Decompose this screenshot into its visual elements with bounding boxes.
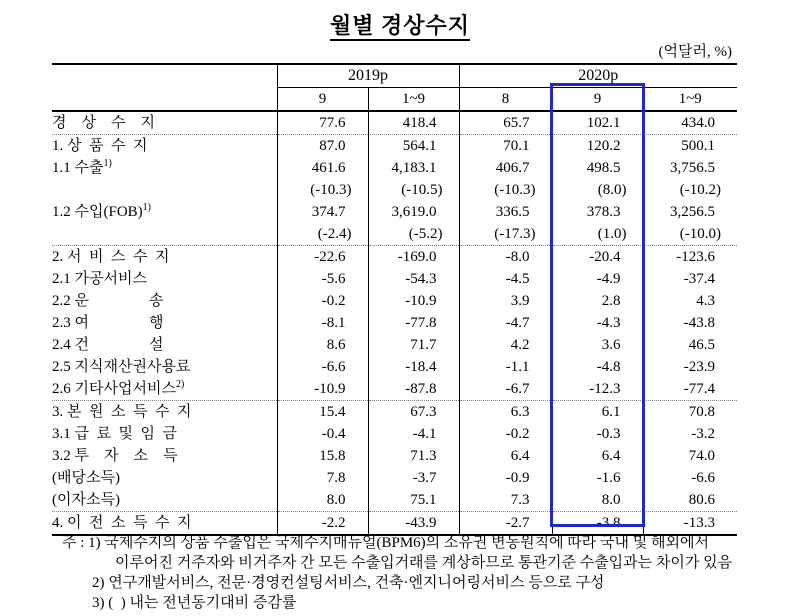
value-cell: 3.9 xyxy=(459,290,552,312)
footnote-3: 3) ( ) 내는 전년동기대비 증감률 xyxy=(92,595,297,611)
value-cell: -5.6 xyxy=(277,268,368,290)
value-cell: 67.3 xyxy=(368,401,459,424)
value-cell: -6.6 xyxy=(691,470,715,486)
page-title: 월별 경상수지 xyxy=(0,9,800,40)
column-group-2020p: 2020p xyxy=(459,64,737,88)
table-row xyxy=(52,423,737,445)
value-cell: 6.1 xyxy=(552,401,643,424)
value-cell: 461.6 xyxy=(277,157,368,179)
value-cell: (-17.3) xyxy=(459,223,552,246)
value-cell: -1.1 xyxy=(459,356,552,378)
column-header-0: 9 xyxy=(277,88,368,112)
value-cell: -1.6 xyxy=(552,467,643,489)
value-cell: 2.8 xyxy=(552,290,643,312)
unit-label: (억달러, %) xyxy=(658,44,732,60)
value-cell: -22.6 xyxy=(277,246,368,269)
value-cell: 7.8 xyxy=(277,467,368,489)
value-cell: -0.2 xyxy=(459,423,552,445)
row-label: 2. 서 비 스 수 지 xyxy=(52,246,277,269)
table-row xyxy=(52,334,737,356)
value-cell: -6.7 xyxy=(459,378,552,401)
row-label: 2.3 여 행 xyxy=(52,312,277,334)
table-row xyxy=(52,378,737,401)
footnote-ref: 1) xyxy=(103,158,112,169)
value-cell: -20.4 xyxy=(552,246,643,269)
column-header-1: 1~9 xyxy=(368,88,459,112)
value-cell: -77.8 xyxy=(368,312,459,334)
value-cell: -3.8 xyxy=(552,512,643,536)
value-cell: -4.5 xyxy=(459,268,552,290)
value-cell: 6.4 xyxy=(552,445,643,467)
value-cell: 15.4 xyxy=(277,401,368,424)
row-label: 2.4 건 설 xyxy=(52,334,277,356)
row-label: (배당소득) xyxy=(52,467,277,489)
value-cell: (8.0) xyxy=(552,179,643,201)
value-cell: -4.3 xyxy=(552,312,643,334)
value-cell: 87.0 xyxy=(277,135,368,158)
footnote-1-line-1: 주 : 1) 국제수지의 상품 수출입은 국제수지매뉴얼(BPM6)의 소유권 변동원칙에 따라 국내 및 해외에서 xyxy=(62,535,709,551)
value-cell: 77.6 xyxy=(277,111,368,135)
table-row xyxy=(52,201,737,223)
value-cell: 374.7 xyxy=(277,201,368,223)
row-label: 1. 상 품 수 지 xyxy=(52,135,277,158)
value-cell: 6.3 xyxy=(459,401,552,424)
value-cell: 336.5 xyxy=(459,201,552,223)
table-row xyxy=(52,312,737,334)
value-cell: -43.8 xyxy=(683,315,715,331)
value-cell: -43.9 xyxy=(368,512,459,536)
current-account-table xyxy=(52,63,737,536)
value-cell: 406.7 xyxy=(459,157,552,179)
value-cell: 70.1 xyxy=(459,135,552,158)
value-cell: (1.0) xyxy=(552,223,643,246)
value-cell: (-10.0) xyxy=(679,226,721,242)
value-cell: 3,756.5 xyxy=(670,160,715,176)
value-cell: 378.3 xyxy=(552,201,643,223)
value-cell: (-10.5) xyxy=(368,179,459,201)
value-cell: -10.9 xyxy=(368,290,459,312)
value-cell: -37.4 xyxy=(683,271,715,287)
value-cell: -87.8 xyxy=(368,378,459,401)
column-group-2019p: 2019p xyxy=(277,64,459,88)
table-row xyxy=(52,157,737,179)
table-row xyxy=(52,401,737,424)
value-cell: 71.3 xyxy=(368,445,459,467)
value-cell: -3.7 xyxy=(368,467,459,489)
value-cell: 3,256.5 xyxy=(670,204,715,220)
table-row xyxy=(52,179,737,201)
value-cell: -2.7 xyxy=(459,512,552,536)
table-row xyxy=(52,356,737,378)
row-label: 3.1 급 료 및 임 금 xyxy=(52,423,277,445)
table-row xyxy=(52,135,737,158)
value-cell: 15.8 xyxy=(277,445,368,467)
year-header-row xyxy=(52,64,737,88)
value-cell: -77.4 xyxy=(683,381,715,397)
table-row xyxy=(52,512,737,536)
value-cell: 4.2 xyxy=(459,334,552,356)
value-cell: (-2.4) xyxy=(277,223,368,246)
row-label: 3.2 투 자 소 득 xyxy=(52,445,277,467)
value-cell: -123.6 xyxy=(643,246,737,269)
value-cell: 46.5 xyxy=(688,337,715,353)
value-cell: 498.5 xyxy=(552,157,643,179)
value-cell: -0.3 xyxy=(552,423,643,445)
value-cell: 3,619.0 xyxy=(368,201,459,223)
table-row xyxy=(52,268,737,290)
value-cell: -0.2 xyxy=(277,290,368,312)
value-cell: -23.9 xyxy=(683,359,715,375)
corner-cell xyxy=(52,64,277,111)
value-cell: 8.6 xyxy=(277,334,368,356)
row-label: 2.2 운 송 xyxy=(52,290,277,312)
value-cell: -8.1 xyxy=(277,312,368,334)
table-row xyxy=(52,111,737,135)
value-cell: 434.0 xyxy=(681,115,715,131)
table-row xyxy=(52,467,737,489)
row-label xyxy=(52,179,277,201)
value-cell: 6.4 xyxy=(459,445,552,467)
value-cell: 80.6 xyxy=(688,492,715,508)
value-cell: 65.7 xyxy=(459,111,552,135)
footnote-ref: 1) xyxy=(142,202,151,213)
value-cell: 8.0 xyxy=(277,489,368,512)
value-cell: -4.8 xyxy=(552,356,643,378)
value-cell: 564.1 xyxy=(368,135,459,158)
table-row xyxy=(52,223,737,246)
value-cell: 500.1 xyxy=(643,135,737,158)
table-row xyxy=(52,445,737,467)
row-label: 4. 이 전 소 득 수 지 xyxy=(52,512,277,536)
footnote-1-line-2: 이루어진 거주자와 비거주자 간 모든 수출입거래를 계상하므로 통관기준 수출입과는 차이가 있음 xyxy=(115,555,733,571)
row-label: 2.5 지식재산권사용료 xyxy=(52,356,277,378)
row-label xyxy=(52,223,277,246)
value-cell: 7.3 xyxy=(459,489,552,512)
value-cell: -3.2 xyxy=(691,426,715,442)
row-label: (이자소득) xyxy=(52,489,277,512)
value-cell: -0.4 xyxy=(277,423,368,445)
value-cell: (-5.2) xyxy=(368,223,459,246)
value-cell: -2.2 xyxy=(277,512,368,536)
value-cell: -12.3 xyxy=(552,378,643,401)
footnote-ref: 2) xyxy=(175,379,185,390)
value-cell: -54.3 xyxy=(368,268,459,290)
table-row xyxy=(52,246,737,269)
value-cell: -10.9 xyxy=(277,378,368,401)
value-cell: (-10.3) xyxy=(459,179,552,201)
table-row xyxy=(52,290,737,312)
value-cell: 3.6 xyxy=(552,334,643,356)
row-label: 1.2 수입(FOB)$^{1)}$ xyxy=(52,201,277,223)
value-cell: 120.2 xyxy=(552,135,643,158)
table-row xyxy=(52,489,737,512)
value-cell: 418.4 xyxy=(368,111,459,135)
value-cell: 8.0 xyxy=(552,489,643,512)
footnote-2: 2) 연구개발서비스, 전문·경영컨설팅서비스, 건축·엔지니어링서비스 등으로 구성 xyxy=(92,575,605,591)
row-label: 경 상 수 지 xyxy=(52,111,277,135)
value-cell: -13.3 xyxy=(643,512,737,536)
value-cell: -4.1 xyxy=(368,423,459,445)
value-cell: 70.8 xyxy=(643,401,737,424)
column-header-4: 1~9 xyxy=(643,88,737,112)
value-cell: 75.1 xyxy=(368,489,459,512)
column-header-2: 8 xyxy=(459,88,552,112)
value-cell: -8.0 xyxy=(459,246,552,269)
value-cell: -4.9 xyxy=(552,268,643,290)
row-label: 2.1 가공서비스 xyxy=(52,268,277,290)
row-label: 2.6 기타사업서비스$^{2)}$ xyxy=(52,378,277,401)
value-cell: (-10.3) xyxy=(277,179,368,201)
value-cell: 4,183.1 xyxy=(368,157,459,179)
value-cell: 74.0 xyxy=(688,448,715,464)
row-label: 3. 본 원 소 득 수 지 xyxy=(52,401,277,424)
column-header-3: 9 xyxy=(552,88,643,112)
value-cell: 71.7 xyxy=(368,334,459,356)
value-cell: 102.1 xyxy=(552,111,643,135)
value-cell: -4.7 xyxy=(459,312,552,334)
value-cell: -0.9 xyxy=(459,467,552,489)
row-label: 1.1 수출$^{1)}$ xyxy=(52,157,277,179)
value-cell: 4.3 xyxy=(696,293,715,309)
value-cell: (-10.2) xyxy=(679,182,721,198)
value-cell: -6.6 xyxy=(277,356,368,378)
value-cell: -18.4 xyxy=(368,356,459,378)
value-cell: -169.0 xyxy=(368,246,459,269)
